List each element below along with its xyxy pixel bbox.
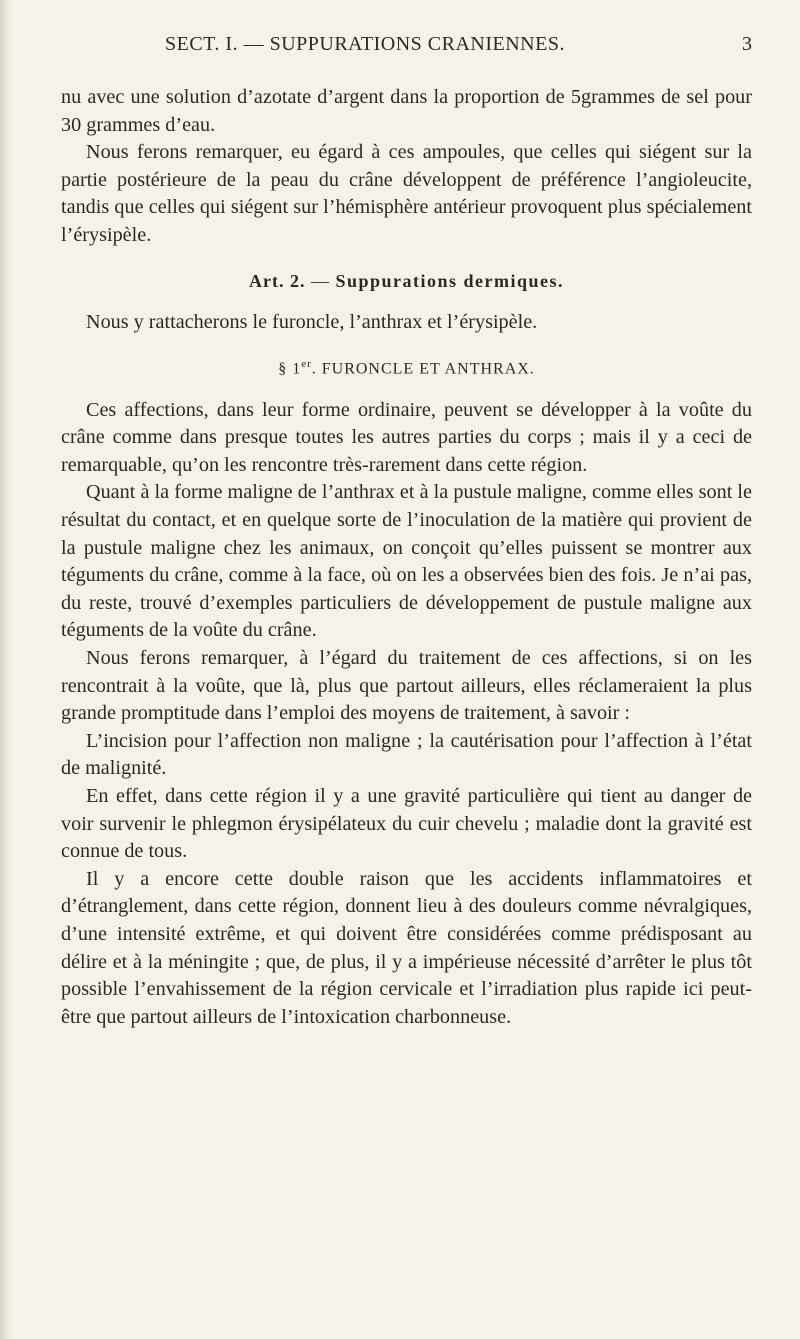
page-gutter-shadow xyxy=(0,0,14,1339)
section-heading xyxy=(61,351,752,383)
article-heading xyxy=(61,268,752,296)
paragraph: Nous ferons remarquer, à l’égard du traitement de ces affections, si on les rencontrait à la voûte, que là, plus que partout ailleurs, elles réclameraient la plus grande promptitude dans l’emploi des moyens de traitement, à savoir : xyxy=(61,647,752,725)
article-number: Art. 2. xyxy=(248,270,306,291)
section-title: . FURONCLE ET ANTHRAX. xyxy=(311,360,535,378)
paragraph: Il y a encore cette double raison que les accidents inflammatoires et d’étranglement, dans cette région, donnent lieu à des douleurs comme névralgiques, d’une intensité extrême, et qui doivent être considérées comme prédisposant au délire et à la méningite ; que, de plus, il y a impérieuse nécessité d’arrêter le plus tôt possible l’envahissement de la région cervicale et l’irradiation plus rapide ici peut-être que partout ailleurs de l’intoxication charbonneuse. xyxy=(61,867,752,1028)
section-prefix: § 1 xyxy=(278,360,302,378)
paragraph: En effet, dans cette région il y a une gravité particulière qui tient au danger de voir survenir le phlegmon érysipélateux du cuir chevelu ; maladie dont la gravité est connue de tous. xyxy=(61,784,752,863)
paragraph: Ces affections, dans leur forme ordinaire, peuvent se développer à la voûte du crâne comme dans presque toutes les autres parties du corps ; mais il y a ceci de remarquable, qu’on les rencontre très-rarement dans cette région. xyxy=(61,398,752,476)
paragraph: Quant à la forme maligne de l’anthrax et à la pustule maligne, comme elles sont le résultat du contact, et en quelque sorte de l’inoculation de la matière qui provient de la pustule maligne chez les animaux, on conçoit qu’elles puissent se montrer aux téguments du crâne, comme à la face, où on les a observées bien des fois. Je n’ai pas, du reste, trouvé d’exemples particuliers de développement de pustule maligne aux téguments de la voûte du crâne. xyxy=(61,481,752,642)
section-sup: er xyxy=(301,357,312,370)
running-head-title: SECT. I. — SUPPURATIONS CRANIENNES. xyxy=(165,33,565,55)
paragraph-continuation: nu avec une solution d’azotate d’argent dans la proportion de 5grammes de sel pour 30 grammes d’eau. xyxy=(61,86,752,136)
page-number: 3 xyxy=(742,33,753,55)
paragraph: L’incision pour l’affection non maligne ; la cautérisation pour l’affection à l’état de malignité. xyxy=(61,729,752,780)
running-head xyxy=(0,33,800,63)
article-intro: Nous y rattacherons le furoncle, l’anthrax et l’érysipèle. xyxy=(86,311,538,334)
paragraph: Nous ferons remarquer, eu égard à ces ampoules, que celles qui siégent sur la partie postérieure de la peau du crâne développent de préférence l’angioleucite, tandis que celles qui siégent sur l’hémisphère antérieur provoquent plus spécialement l’érysipèle. xyxy=(61,141,752,246)
article-title: Suppurations dermiques. xyxy=(335,270,565,291)
body-text xyxy=(61,84,752,1031)
article-dash: — xyxy=(305,270,336,291)
